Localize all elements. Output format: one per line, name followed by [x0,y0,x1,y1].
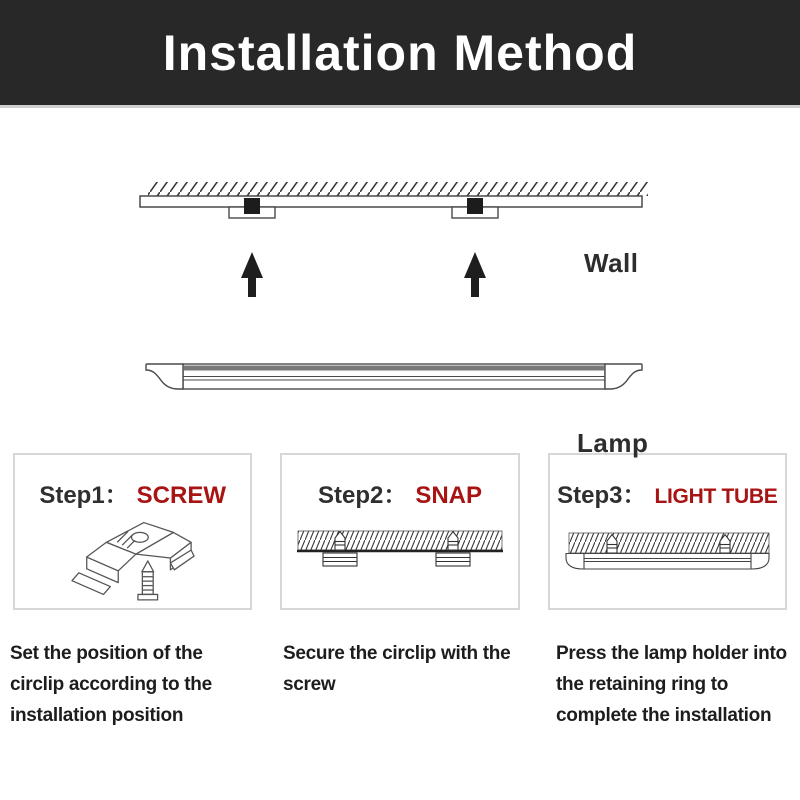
step3-header [557,475,777,510]
up-arrow-right-icon [464,252,486,297]
lamp-icon [146,364,642,389]
steps-row [0,453,800,610]
wall-lamp-diagram [0,108,800,458]
step2-header [318,475,482,510]
circlip-snapped-ceiling-icon [282,510,517,608]
step3-caption: Press the lamp holder into the retaining ring to complete the installation [556,643,787,726]
step1-caption: Set the position of the circlip according to the installation position [10,643,212,726]
step2-caption: Secure the circlip with the screw [283,643,511,695]
lamp-label: Lamp [577,428,649,458]
up-arrow-left-icon [241,252,263,297]
lamp-mounted-ceiling-icon [550,510,785,608]
step1-header [39,475,226,510]
header-banner [0,0,800,108]
wall-section-icon [140,182,648,207]
step3-box [548,453,787,610]
step2-keyword: SNAP [415,482,483,509]
wall-lamp-drawing [0,108,800,453]
captions-row [0,638,800,731]
step1-keyword: SCREW [136,482,227,509]
circlip-screw-icon [15,510,250,608]
step1-box [13,453,252,610]
step2-label: Step2： [317,482,408,509]
page-title: Installation Method [162,24,638,81]
step3-label: Step3： [557,482,647,509]
wall-label: Wall [584,248,639,278]
step2-box [280,453,519,610]
step3-keyword: LIGHT TUBE [654,485,778,508]
step1-label: Step1： [39,482,129,509]
